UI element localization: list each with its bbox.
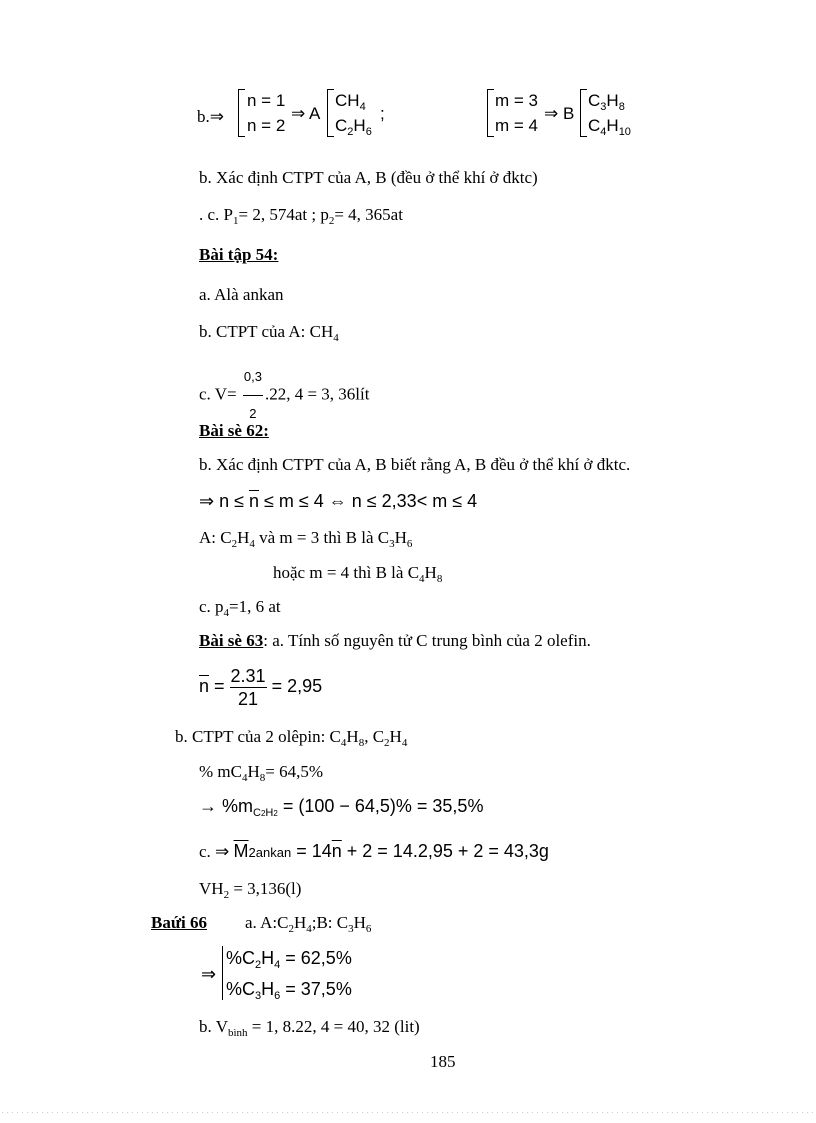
heading-bai-se-62: Bài sè 62: xyxy=(199,421,269,440)
line-63-vh2: $VH_2 = 3,136(l)$ xyxy=(199,879,302,901)
inequality-62: ⇒ $n \le \overline{n} \le m \le 4$ ⇔ n ≤ 2,33< m ≤ 4 xyxy=(199,491,478,511)
m-eq-4: m = 4 xyxy=(495,116,538,135)
formula-c2h6: $C_2H_6$ xyxy=(335,116,372,138)
line-63c: c. ⇒ $\overline{M}2ankan = 14\overline{n} + 2 = 14.2,95 + 2 = 43,3g$ xyxy=(199,841,549,861)
arrow-b: ⇒ B xyxy=(544,104,575,123)
semicolon: ; xyxy=(380,104,385,123)
page-number: 185 xyxy=(430,1052,456,1071)
line-66b: b. $V_{bình} = 1$, 8.22, 4 = 40, 32 (lit) xyxy=(199,1017,420,1039)
heading-bai-66: Baứi 66 xyxy=(151,913,208,932)
formula-c4h10: $C_4H_{10}$ xyxy=(588,116,631,138)
line-c-pressure: . c. $P_1= 2$, 574at ; $p_2= 4$, 365at xyxy=(199,205,403,227)
n-eq-1: n = 1 xyxy=(247,91,286,110)
line-b-ctpt: b. Xác định CTPT của A, B (đều ở thể khí ở đktc) xyxy=(199,168,538,187)
nbar-equation: $\overline{n}$ = $\frac{2.31}{21}$ = 2,95 xyxy=(199,665,323,709)
fraction-v: $\frac{0,3}{2}$ xyxy=(243,359,263,432)
left-bracket xyxy=(238,89,245,137)
a-bracket xyxy=(327,89,334,137)
b-bracket xyxy=(580,89,587,137)
line-63-percent-2: → $\%m_{C2H2} = (100 - 64,5)\% = 35,5\%$ xyxy=(199,796,484,819)
m-eq-3: m = 3 xyxy=(495,91,538,110)
system-66-bar xyxy=(222,946,223,1000)
fraction-nbar: $\frac{2.31}{21}$ xyxy=(230,665,266,709)
line-66a: a. $A:C_2H_4;B$: $C_3H_6$ xyxy=(245,913,372,935)
formula-c3h8: $C_3H_8$ xyxy=(588,91,625,113)
b-prefix: b.⇒ xyxy=(197,107,224,126)
heading-bai-tap-54: Bài tập 54: xyxy=(199,245,279,264)
line-63-percent: % $mC_4H_8= 64,5\%$ xyxy=(199,762,324,784)
line-62b: b. Xác định CTPT của A, B biết rằng A, B đều ở thể khí ở đktc. xyxy=(199,455,631,474)
line-54c: c. V= $\frac{0,3}{2}$ .22, 4 = 3, 36lít xyxy=(199,359,369,432)
m-bracket xyxy=(487,89,494,137)
footer-dotted-line xyxy=(0,1112,816,1113)
line-54a: a. Alà ankan xyxy=(199,285,284,304)
line-62-a: A: $C_2H_4$ và m = 3 thì B là $C_3H_6$ xyxy=(199,528,413,550)
line-63b: b. CTPT của 2 olêpin: $C_4H_8$, $C_2H_4$ xyxy=(175,727,408,749)
percent-c3h6: $\%C_3H_6 = 37,5\%$ xyxy=(226,979,352,1002)
line-62-or: hoặc m = 4 thì B là $C_4H_8$ xyxy=(273,563,443,585)
heading-bai-se-63-line: Bài sè 63: a. Tính số nguyên tử C trung bình của 2 olefin. xyxy=(199,631,591,650)
percent-c2h4: $\%C_2H_4 = 62,5\%$ xyxy=(226,948,352,971)
arrow-66: ⇒ xyxy=(201,964,217,984)
formula-ch4: $CH_4$ xyxy=(335,91,366,113)
arrow-a: ⇒ A xyxy=(291,104,321,123)
n-eq-2: n = 2 xyxy=(247,116,286,135)
line-54b: b. CTPT của A: $CH_4$ xyxy=(199,322,339,344)
line-62c: c. $p_4=1$, 6 at xyxy=(199,597,281,619)
